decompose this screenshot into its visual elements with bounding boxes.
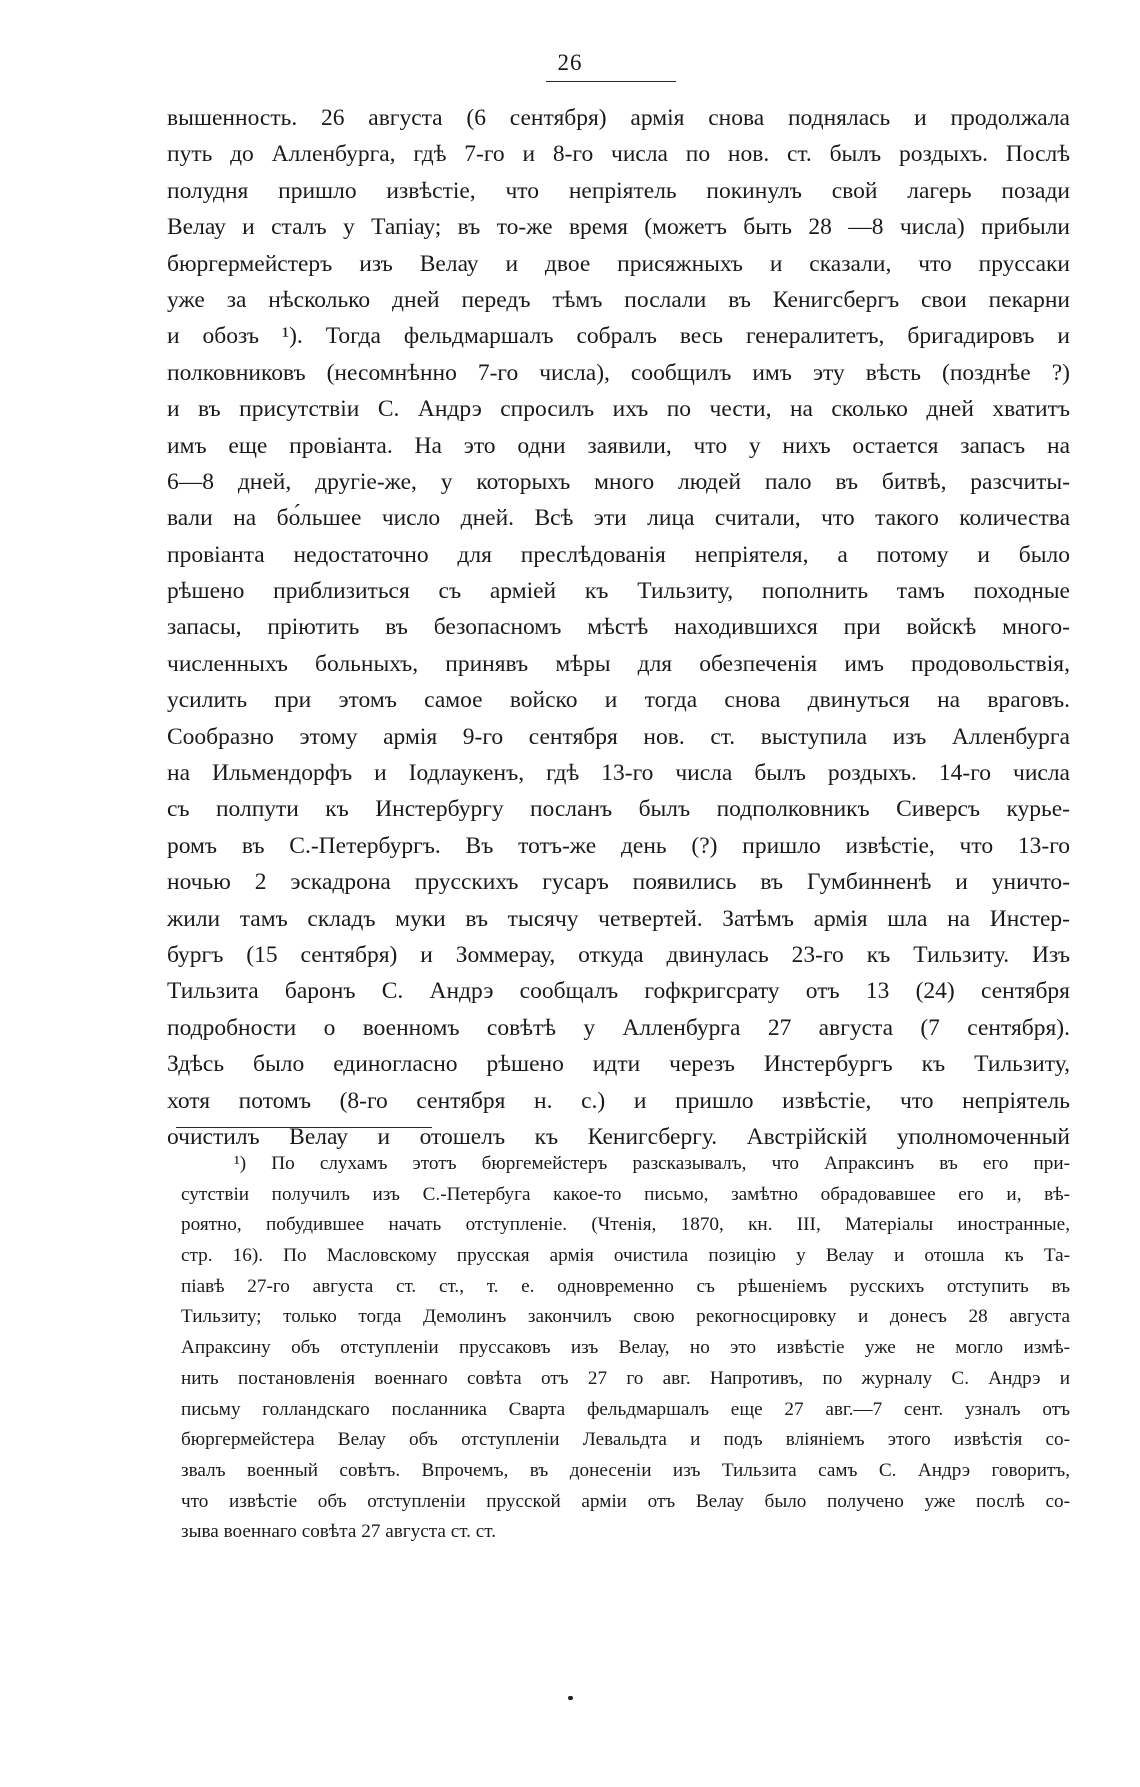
- text-line: бургъ (15 сентября) и Зоммерау, откуда двинулась 23-го къ Тильзиту. Изъ: [167, 941, 1070, 968]
- footnote-line: нить постановленія военнаго совѣта отъ 27 го авг. Напротивъ, по журналу С. Андрэ и: [181, 1367, 1070, 1389]
- text-line: уже за нѣсколько дней передъ тѣмъ послали въ Кенигсбергъ свои пекарни: [167, 286, 1070, 313]
- header-rule: [546, 81, 676, 82]
- text-line: провіанта недостаточно для преслѣдованія непріятеля, а потому и было: [167, 541, 1070, 568]
- footnote-line: стр. 16). По Масловскому прусская армія очистила позицію у Велау и отошла къ Та-: [181, 1245, 1070, 1267]
- footnote-line: Тильзиту; только тогда Демолинъ закончилъ свою рекогносцировку и донесъ 28 августа: [181, 1306, 1070, 1328]
- text-line: путь до Алленбурга, гдѣ 7-го и 8-го числа по нов. ст. былъ роздыхъ. Послѣ: [167, 141, 1070, 168]
- main-text: [167, 100, 1070, 1155]
- text-line: усилить при этомъ самое войско и тогда снова двинуться на враговъ.: [167, 687, 1070, 714]
- footnote-line: ¹) По слухамъ этотъ бюргемейстеръ разсказывалъ, что Апраксинъ въ его при-: [234, 1153, 1070, 1174]
- footnote-line: піавѣ 27-го августа ст. ст., т. е. одновременно съ рѣшеніемъ русскихъ отступить въ: [181, 1275, 1070, 1297]
- footnote-line: что извѣстіе объ отступленіи прусской арміи отъ Велау было получено уже послѣ со-: [181, 1490, 1070, 1512]
- text-line: на Ильмендорфъ и Іодлаукенъ, гдѣ 13-го числа былъ роздыхъ. 14-го числа: [167, 760, 1070, 787]
- text-line: и обозъ ¹). Тогда фельдмаршалъ собралъ весь генералитетъ, бригадировъ и: [167, 323, 1070, 350]
- text-line: Велау и сталъ у Тапіау; въ то-же время (можетъ быть 28 —8 числа) прибыли: [167, 214, 1070, 241]
- text-line: запасы, пріютить въ безопасномъ мѣстѣ находившихся при войскѣ много-: [167, 614, 1070, 641]
- text-line: ромъ въ С.-Петербургъ. Въ тотъ-же день (?) пришло извѣстіе, что 13-го: [167, 832, 1070, 859]
- text-line: численныхъ больныхъ, принявъ мѣры для обезпеченія имъ продовольствія,: [167, 650, 1070, 677]
- footnotes: [181, 1149, 1070, 1548]
- footnote-line: роятно, побудившее начать отступленіе. (Чтенія, 1870, кн. III, Матеріалы иностранные,: [181, 1214, 1070, 1236]
- footnote-separator: [176, 1127, 432, 1128]
- ink-speck: [568, 1696, 573, 1700]
- text-line: бюргермейстеръ изъ Велау и двое присяжныхъ и сказали, что пруссаки: [167, 250, 1070, 277]
- text-line: хотя потомъ (8-го сентября н. с.) и пришло извѣстіе, что непріятель: [167, 1087, 1070, 1114]
- page-number: 26: [557, 50, 583, 75]
- text-line: и въ присутствіи С. Андрэ спросилъ ихъ по чести, на сколько дней хватитъ: [167, 396, 1070, 423]
- text-line: Здѣсь было единогласно рѣшено идти черезъ Инстербургъ къ Тильзиту,: [167, 1051, 1070, 1078]
- text-line: вали на бо́льшее число дней. Всѣ эти лица считали, что такого количества: [167, 505, 1070, 532]
- footnote-line: зыва военнаго совѣта 27 августа ст. ст.: [181, 1521, 496, 1543]
- footnote-line: звалъ военный совѣтъ. Впрочемъ, въ донесеніи изъ Тильзита самъ С. Андрэ говоритъ,: [181, 1459, 1070, 1481]
- footnote-line: бюргермейстера Велау объ отступленіи Левальдта и подъ вліяніемъ этого извѣстія со-: [181, 1429, 1070, 1451]
- text-line: Тильзита баронъ С. Андрэ сообщалъ гофкригсрату отъ 13 (24) сентября: [167, 978, 1070, 1005]
- text-line: подробности о военномъ совѣтѣ у Алленбурга 27 августа (7 сентября).: [167, 1014, 1070, 1041]
- text-line: жили тамъ складъ муки въ тысячу четвертей. Затѣмъ армія шла на Инстер-: [167, 905, 1070, 932]
- text-line: полудня пришло извѣстіе, что непріятель покинулъ свой лагерь позади: [167, 177, 1070, 204]
- text-line: полковниковъ (несомнѣнно 7-го числа), сообщилъ имъ эту вѣсть (позднѣе ?): [167, 359, 1070, 386]
- text-line: имъ еще провіанта. На это одни заявили, что у нихъ остается запасъ на: [167, 432, 1070, 459]
- text-line: очистилъ Велау и отошелъ къ Кенигсбергу. Австрійскій уполномоченный: [167, 1123, 1070, 1150]
- text-line: ночью 2 эскадрона прусскихъ гусаръ появились въ Гумбинненѣ и уничто-: [167, 869, 1070, 896]
- footnote-line: письму голландскаго посланника Сварта фельдмаршалъ еще 27 авг.—7 сент. узналъ отъ: [181, 1398, 1070, 1420]
- text-line: рѣшено приблизиться съ арміей къ Тильзиту, пополнить тамъ походные: [167, 578, 1070, 605]
- text-line: съ полпути къ Инстербургу посланъ былъ подполковникъ Сиверсъ курье-: [167, 796, 1070, 823]
- text-line: Сообразно этому армія 9-го сентября нов. ст. выступила изъ Алленбурга: [167, 723, 1070, 750]
- text-line: вышенность. 26 августа (6 сентября) армія снова поднялась и продолжала: [167, 105, 1070, 131]
- text-line: 6—8 дней, другіе-же, у которыхъ много людей пало въ битвѣ, разсчиты-: [167, 468, 1070, 495]
- footnote-line: Апраксину объ отступленіи пруссаковъ изъ Велау, но это извѣстіе уже не могло измѣ-: [181, 1337, 1070, 1359]
- footnote-line: сутствіи получилъ изъ С.-Петербуга какое-то письмо, замѣтно обрадовавшее его и, вѣ-: [181, 1183, 1070, 1205]
